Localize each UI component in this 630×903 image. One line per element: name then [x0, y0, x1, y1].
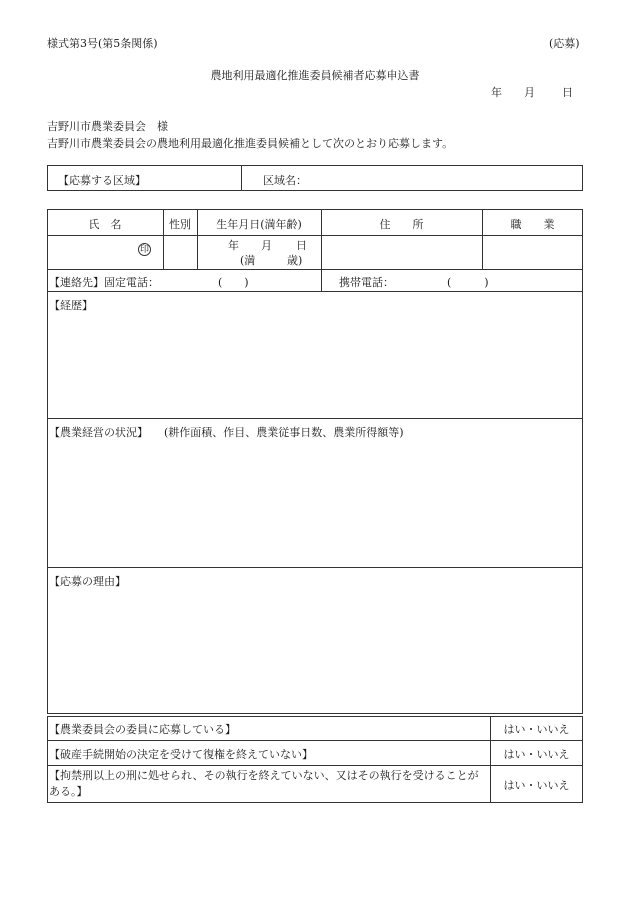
reason-field[interactable]	[52, 591, 578, 709]
area-label: 【応募する区域】	[58, 174, 146, 187]
date-year-label: 年	[491, 86, 502, 99]
area-name-field[interactable]: 区域名：	[263, 174, 307, 187]
date-day-label: 日	[562, 86, 573, 99]
address-field[interactable]	[324, 238, 479, 266]
question-text: 【農業委員会の委員に応募している】	[49, 723, 236, 736]
row-line	[47, 418, 583, 419]
career-field[interactable]	[52, 315, 578, 413]
header-occupation: 職 業	[510, 218, 555, 231]
farming-status-note: (耕作面積、作目、農業従事日数、農業所得額等)	[164, 426, 404, 439]
mobile-field[interactable]: ( )	[447, 276, 489, 289]
header-address: 住 所	[379, 218, 424, 231]
row-line	[47, 269, 583, 270]
application-statement: 吉野川市農業委員会の農地利用最適化推進委員候補として次のとおり応募します。	[47, 137, 454, 150]
mobile-label: 携帯電話：	[339, 276, 394, 289]
question-text: 【破産手続開始の決定を受けて復権を終えていない】	[49, 748, 313, 761]
gender-field[interactable]	[166, 238, 194, 266]
career-label: 【経歴】	[49, 299, 93, 312]
form-number: 様式第3号(第5条関係)	[47, 37, 158, 50]
seal-mark: 印	[139, 245, 149, 255]
birth-year-label: 年	[228, 239, 239, 252]
age-open-label: (満	[240, 254, 256, 267]
form-type-label: (応募)	[549, 37, 580, 50]
reason-label: 【応募の理由】	[49, 575, 126, 588]
contact-label: 【連絡先】固定電話：	[49, 276, 159, 289]
farming-status-label: 【農業経営の状況】	[49, 426, 148, 439]
recipient: 吉野川市農業委員会 様	[47, 120, 168, 133]
farming-status-field[interactable]	[52, 442, 578, 562]
landline-field[interactable]: ( )	[218, 276, 249, 289]
date-month-label: 月	[524, 86, 535, 99]
row-line	[47, 567, 583, 568]
question-answer-toggle[interactable]: はい・いいえ	[503, 723, 570, 736]
age-close-label: 歳)	[287, 254, 303, 267]
occupation-field[interactable]	[485, 238, 580, 266]
row-line	[47, 291, 583, 292]
header-birthdate: 生年月日(満年齢)	[216, 218, 302, 231]
row-line	[47, 740, 583, 741]
header-gender: 性別	[169, 218, 191, 231]
birth-day-label: 日	[296, 239, 307, 252]
area-divider	[241, 165, 242, 191]
question-text: 【拘禁刑以上の刑に処せられ、その執行を終えていない、又はその執行を受けることがある。】	[49, 769, 479, 798]
header-name: 氏 名	[88, 218, 122, 231]
birth-month-label: 月	[261, 239, 272, 252]
row-line	[47, 235, 583, 236]
question-answer-toggle[interactable]: はい・いいえ	[503, 748, 570, 761]
row-line	[47, 765, 583, 766]
question-answer-toggle[interactable]: はい・いいえ	[503, 779, 570, 792]
document-title: 農地利用最適化推進委員候補者応募申込書	[210, 69, 420, 82]
